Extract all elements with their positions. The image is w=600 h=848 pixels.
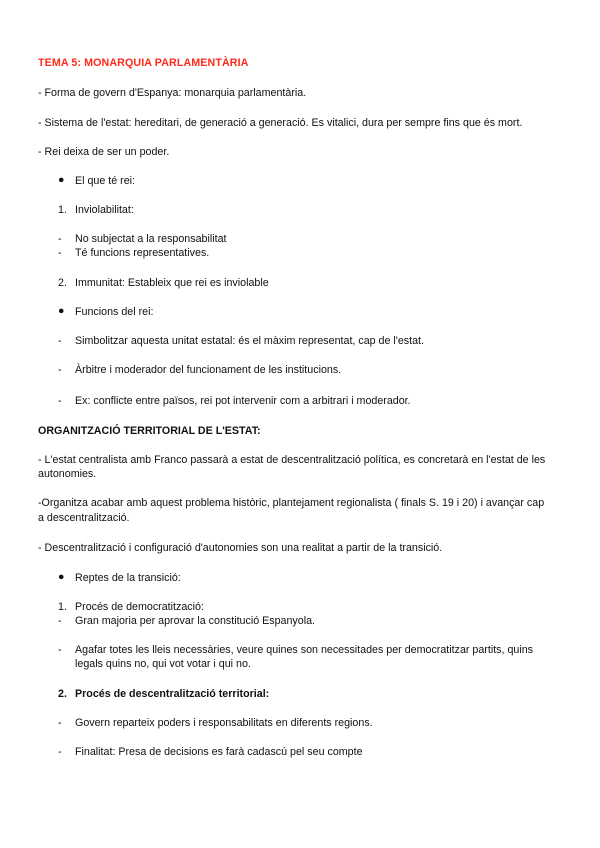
territorial-item-2-number: 2. [58,688,67,700]
territorial-item-2-sub-2: Finalitat: Presa de decisions es farà cadascú pel seu compte [75,746,363,758]
king-function-3: Ex: conflicte entre països, rei pot intervenir com a arbitrari i moderador. [75,395,411,407]
king-bullet-2: Funcions del rei: [75,306,154,318]
bullet-icon: ● [58,305,65,317]
king-function-2: Àrbitre i moderador del funcionament de les institucions. [75,364,342,376]
territorial-item-1-sub-2-line-2: legals quins no, qui vot votar i qui no. [75,658,251,670]
territorial-para-2-line-1: -Organitza acabar amb aquest problema històric, plantejament regionalista ( finals S. 19 i 20) i avançar cap [38,497,545,509]
dash-icon: - [58,335,62,347]
dash-icon: - [58,615,62,627]
king-bullet-1: El que té rei: [75,175,136,187]
king-item-2: Immunitat: Estableix que rei es inviolable [75,277,269,289]
territorial-heading: ORGANITZACIÓ TERRITORIAL DE L'ESTAT: [38,425,261,437]
territorial-para-3: - Descentralització i configuració d'autonomies son una realitat a partir de la transició. [38,542,443,554]
dash-icon: - [58,746,62,758]
intro-line-1: - Forma de govern d'Espanya: monarquia parlamentària. [38,87,307,99]
territorial-item-1-sub-2-line-1: Agafar totes les lleis necessàries, veure quines son necessitades per democratitzar partits, quins [75,644,534,656]
king-item-1: Inviolabilitat: [75,204,134,216]
territorial-para-1-line-1: - L'estat centralista amb Franco passarà a estat de descentralització política, es concretarà en l'estat de les [38,454,546,466]
territorial-item-1-sub-1: Gran majoria per aprovar la constitució Espanyola. [75,615,315,627]
territorial-item-1-number: 1. [58,601,67,613]
dash-icon: - [58,717,62,729]
bullet-icon: ● [58,571,65,583]
dash-icon: - [58,233,62,245]
king-function-1: Simbolitzar aquesta unitat estatal: és el màxim representat, cap de l'estat. [75,335,424,347]
territorial-item-2-sub-1: Govern reparteix poders i responsabilitats en diferents regions. [75,717,373,729]
king-item-1-number: 1. [58,204,67,216]
king-item-1-sub-2: Té funcions representatives. [75,247,210,259]
page-title: TEMA 5: MONARQUIA PARLAMENTÀRIA [38,57,249,69]
king-item-2-number: 2. [58,277,67,289]
territorial-item-1: Procés de democratització: [75,601,204,613]
territorial-para-1-line-2: autonomies. [38,468,97,480]
bullet-icon: ● [58,174,65,186]
territorial-item-2: Procés de descentralització territorial: [75,688,270,700]
intro-line-3: - Rei deixa de ser un poder. [38,146,170,158]
dash-icon: - [58,364,62,376]
dash-icon: - [58,644,62,656]
king-item-1-sub-1: No subjectat a la responsabilitat [75,233,227,245]
territorial-bullet: Reptes de la transició: [75,572,181,584]
territorial-para-2-line-2: a descentralització. [38,512,130,524]
dash-icon: - [58,247,62,259]
dash-icon: - [58,395,62,407]
intro-line-2: - Sistema de l'estat: hereditari, de generació a generació. Es vitalici, dura per sempre fins que és mort. [38,117,523,129]
